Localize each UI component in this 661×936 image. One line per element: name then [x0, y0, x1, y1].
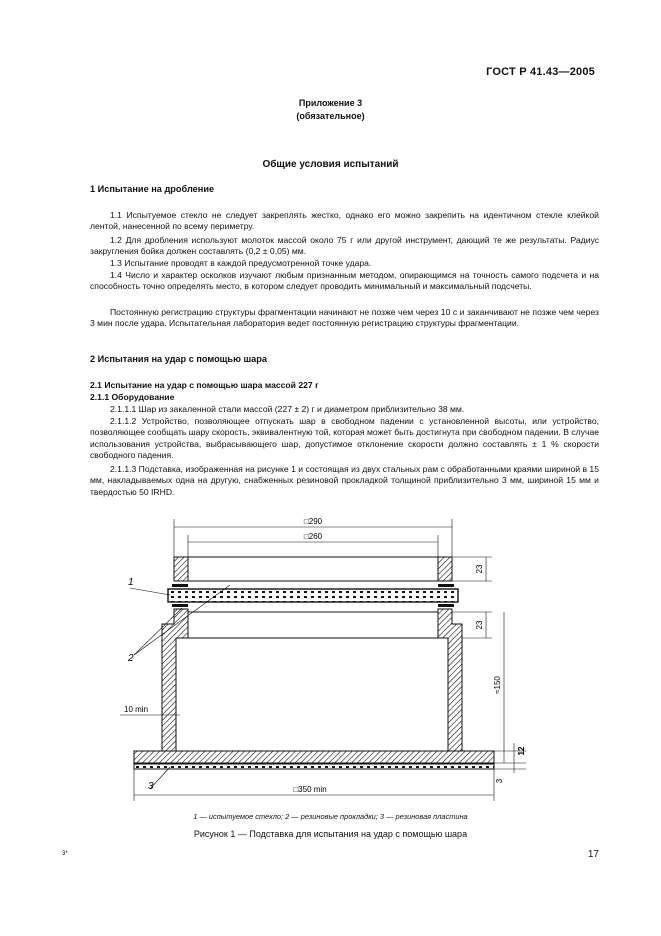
- dim-rubber-thickness: 3: [495, 778, 504, 784]
- bottom-frame-right: [438, 609, 462, 751]
- section-1-heading: 1 Испытание на дробление: [90, 184, 215, 194]
- paragraph-2-1-1-2: 2.1.1.2 Устройство, позволяющее отпускать шар в свободном падении с установленной высоты, или устройство, позволяющее сообщать шару скорость, эквивалентную той, которая может быть достигнута при свободном падении. В случае использования устройства, выбрасывающего шар, допустимое отклонение скорости должно составлять ± 1 % скорости свободного падения.: [90, 416, 599, 461]
- appendix-title: Приложение 3: [298, 98, 363, 108]
- figure-legend: 1 — испытуемое стекло; 2 — резиновые прокладки; 3 — резиновая пластина: [193, 812, 468, 821]
- dim-base-label: □350 min: [293, 785, 327, 794]
- subsection-2-1: 2.1 Испытание на удар с помощью шара массой 227 г: [90, 380, 319, 390]
- figure-1-drawing: [100, 505, 530, 810]
- paragraph-2-1-1-1: 2.1.1.1 Шар из закаленной стали массой (227 ± 2) г и диаметром приблизительно 38 мм.: [110, 404, 465, 414]
- standard-number: ГОСТ Р 41.43—2005: [486, 66, 595, 78]
- paragraph-1-3: 1.3 Испытание проводят в каждой предусмотренной точке удара.: [110, 258, 372, 268]
- paragraph-1-4: 1.4 Число и характер осколков изучают любым признанным методом, опирающимся на точность самого подсчета и на способность точно определять место, в котором следует проводить минимальный и максимальный подсчеты.: [90, 270, 599, 292]
- section-2-heading: 2 Испытания на удар с помощью шара: [90, 354, 267, 364]
- appendix-subtitle: (обязательное): [296, 111, 365, 121]
- top-frame-left: [174, 557, 188, 581]
- paragraph-1-1: 1.1 Испытуемое стекло не следует закреплять жестко, однако его можно закрепить на идентичном стекле клейкой лентой, нанесенной по всему периметру.: [90, 210, 599, 232]
- dim-bottom-frame-height: 23: [475, 620, 484, 630]
- base-plate: [134, 751, 494, 763]
- rubber-plate: [134, 764, 494, 769]
- figure-caption: Рисунок 1 — Подставка для испытания на удар с помощью шара: [193, 829, 468, 839]
- subsection-2-1-1: 2.1.1 Оборудование: [90, 392, 175, 402]
- callout-1: 1: [128, 577, 134, 588]
- bottom-frame-left: [162, 609, 188, 751]
- main-title: Общие условия испытаний: [262, 159, 399, 170]
- dim-top-frame-height: 23: [475, 564, 484, 574]
- test-glass: [168, 589, 458, 602]
- paragraph-1-5: Постоянную регистрацию структуры фрагментации начинают не позже чем через 10 с и заканчивают не позже чем через 3 мин после удара. Испытательная лаборатория ведет постоянную регистрацию структуры фрагментации.: [90, 307, 599, 329]
- dim-base-thickness: 12: [517, 746, 526, 756]
- footer-mark: 3*: [62, 851, 68, 857]
- top-frame-right: [438, 557, 452, 581]
- paragraph-1-2: 1.2 Для дробления используют молоток массой около 75 г или другой инструмент, дающий те же результаты. Радиус закругления бойка должен составлять (0,2 ± 0,05) мм.: [90, 235, 599, 257]
- callout-3: 3: [148, 781, 154, 792]
- dim-total-height: ≈150: [493, 676, 502, 694]
- dim-outer-label: □290: [303, 517, 323, 526]
- page-number: 17: [587, 849, 599, 860]
- callout-2: 2: [128, 653, 134, 664]
- paragraph-2-1-1-3: 2.1.1.3 Подставка, изображенная на рисунке 1 и состоящая из двух стальных рам с обработанными краями шириной в 15 мм, накладываемых одна на другую, снабженных резиновой прокладкой толщиной приблизительно 3 мм, шириной 15 мм и твердостью 50 IRHD.: [90, 464, 599, 497]
- dim-inner-label: □260: [303, 532, 323, 541]
- dim-wall-label: 10 min: [124, 705, 149, 714]
